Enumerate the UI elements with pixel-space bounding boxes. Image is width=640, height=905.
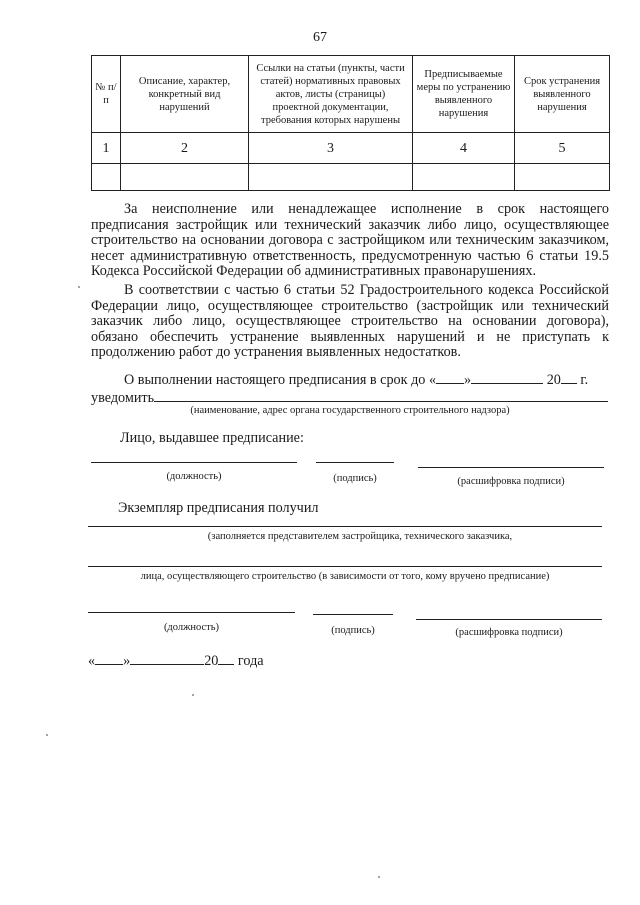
notify-year-suffix: г.: [576, 372, 589, 388]
day-blank[interactable]: [436, 371, 464, 384]
receiver-position-caption: (должность): [163, 622, 220, 633]
receiver-decoding-line[interactable]: [416, 619, 602, 620]
receiver-decoding-caption: (расшифровка подписи): [455, 627, 563, 638]
issuer-signature-line[interactable]: [316, 462, 394, 463]
year-blank[interactable]: [561, 371, 577, 384]
empty-cell: [515, 164, 610, 191]
scan-speck: [46, 734, 48, 736]
empty-cell: [413, 164, 515, 191]
receiver-fill-caption: (заполняется представителем застройщика, технического заказчика,: [207, 531, 513, 542]
receiver-signature-caption: (подпись): [331, 625, 375, 636]
table-row: [92, 164, 610, 191]
liability-paragraph: За неисполнение или ненадлежащее исполнение в срок настоящего предписания застройщик или технический заказчик либо лицо, осуществляющее строительство на основании договора с застройщиком или техническим заказчиком, несет административную ответственность, предусмотренную частью 6 статьи 19.5 Кодекса Российской Федерации об административных правонарушениях.: [91, 201, 609, 279]
column-number-cell: 1: [92, 133, 121, 164]
receipt-date-line: [88, 652, 264, 670]
header-cell-deadline: Срок устранения выявленного нарушения: [515, 56, 610, 133]
date-open-quote: «: [88, 653, 96, 669]
receiver-fill-caption-2: лица, осуществляющего строительство (в зависимости от того, кому вручено предписание): [140, 571, 550, 582]
issuer-label: Лицо, выдавшее предписание:: [120, 430, 304, 446]
scan-speck: [192, 694, 194, 696]
violations-table: [91, 55, 610, 191]
table-row: [92, 133, 610, 164]
obligation-paragraph: В соответствии с частью 6 статьи 52 Градостроительного кодекса Российской Федерации лицо, осуществляющее строительство (застройщик или технический заказчик либо лицо, осуществляющее строительство на основании договора), обязано обеспечить устранение выявленных нарушений и не приступать к продолжению работ до устранения выявленных недостатков.: [91, 282, 609, 360]
receipt-year-blank[interactable]: [218, 652, 234, 665]
date-year-suffix: года: [234, 653, 264, 669]
receiver-line-2[interactable]: [88, 566, 602, 567]
notification-paragraph: [91, 371, 609, 406]
authority-blank[interactable]: [154, 389, 608, 402]
header-cell-description: Описание, характер, конкретный вид нарушений: [121, 56, 249, 133]
empty-cell: [92, 164, 121, 191]
receipt-day-blank[interactable]: [95, 652, 123, 665]
authority-caption: (наименование, адрес органа государственного строительного надзора): [190, 405, 510, 416]
receiver-line-1[interactable]: [88, 526, 602, 527]
receipt-month-blank[interactable]: [130, 652, 204, 665]
notify-quote: »: [464, 372, 472, 388]
receiver-label: Экземпляр предписания получил: [118, 500, 319, 516]
column-number-cell: 3: [249, 133, 413, 164]
column-number-cell: 2: [121, 133, 249, 164]
header-cell-measures: Предписываемые меры по устранению выявленного нарушения: [413, 56, 515, 133]
notify-second-line: уведомить: [91, 389, 155, 406]
notify-year: 20: [546, 372, 561, 388]
column-number-cell: 4: [413, 133, 515, 164]
issuer-decoding-line[interactable]: [418, 467, 604, 468]
issuer-position-line[interactable]: [91, 462, 297, 463]
scan-speck: [78, 286, 80, 288]
table-header-row: [92, 56, 610, 133]
header-cell-references: Ссылки на статьи (пункты, части статей) нормативных правовых актов, листы (страницы) проектной документации, требования которых нарушены: [249, 56, 413, 133]
header-cell-number: № п/п: [92, 56, 121, 133]
month-blank[interactable]: [471, 371, 543, 384]
column-number-cell: 5: [515, 133, 610, 164]
issuer-decoding-caption: (расшифровка подписи): [457, 476, 565, 487]
receiver-position-line[interactable]: [88, 612, 295, 613]
empty-cell: [121, 164, 249, 191]
page-number: 67: [313, 30, 327, 45]
empty-cell: [249, 164, 413, 191]
notify-text: О выполнении настоящего предписания в срок до «: [124, 372, 437, 388]
date-close-quote: »: [123, 653, 131, 669]
issuer-position-caption: (должность): [166, 471, 222, 482]
date-year-prefix: 20: [204, 653, 219, 669]
issuer-signature-caption: (подпись): [333, 473, 377, 484]
receiver-signature-line[interactable]: [313, 614, 393, 615]
scan-speck: [378, 876, 380, 878]
